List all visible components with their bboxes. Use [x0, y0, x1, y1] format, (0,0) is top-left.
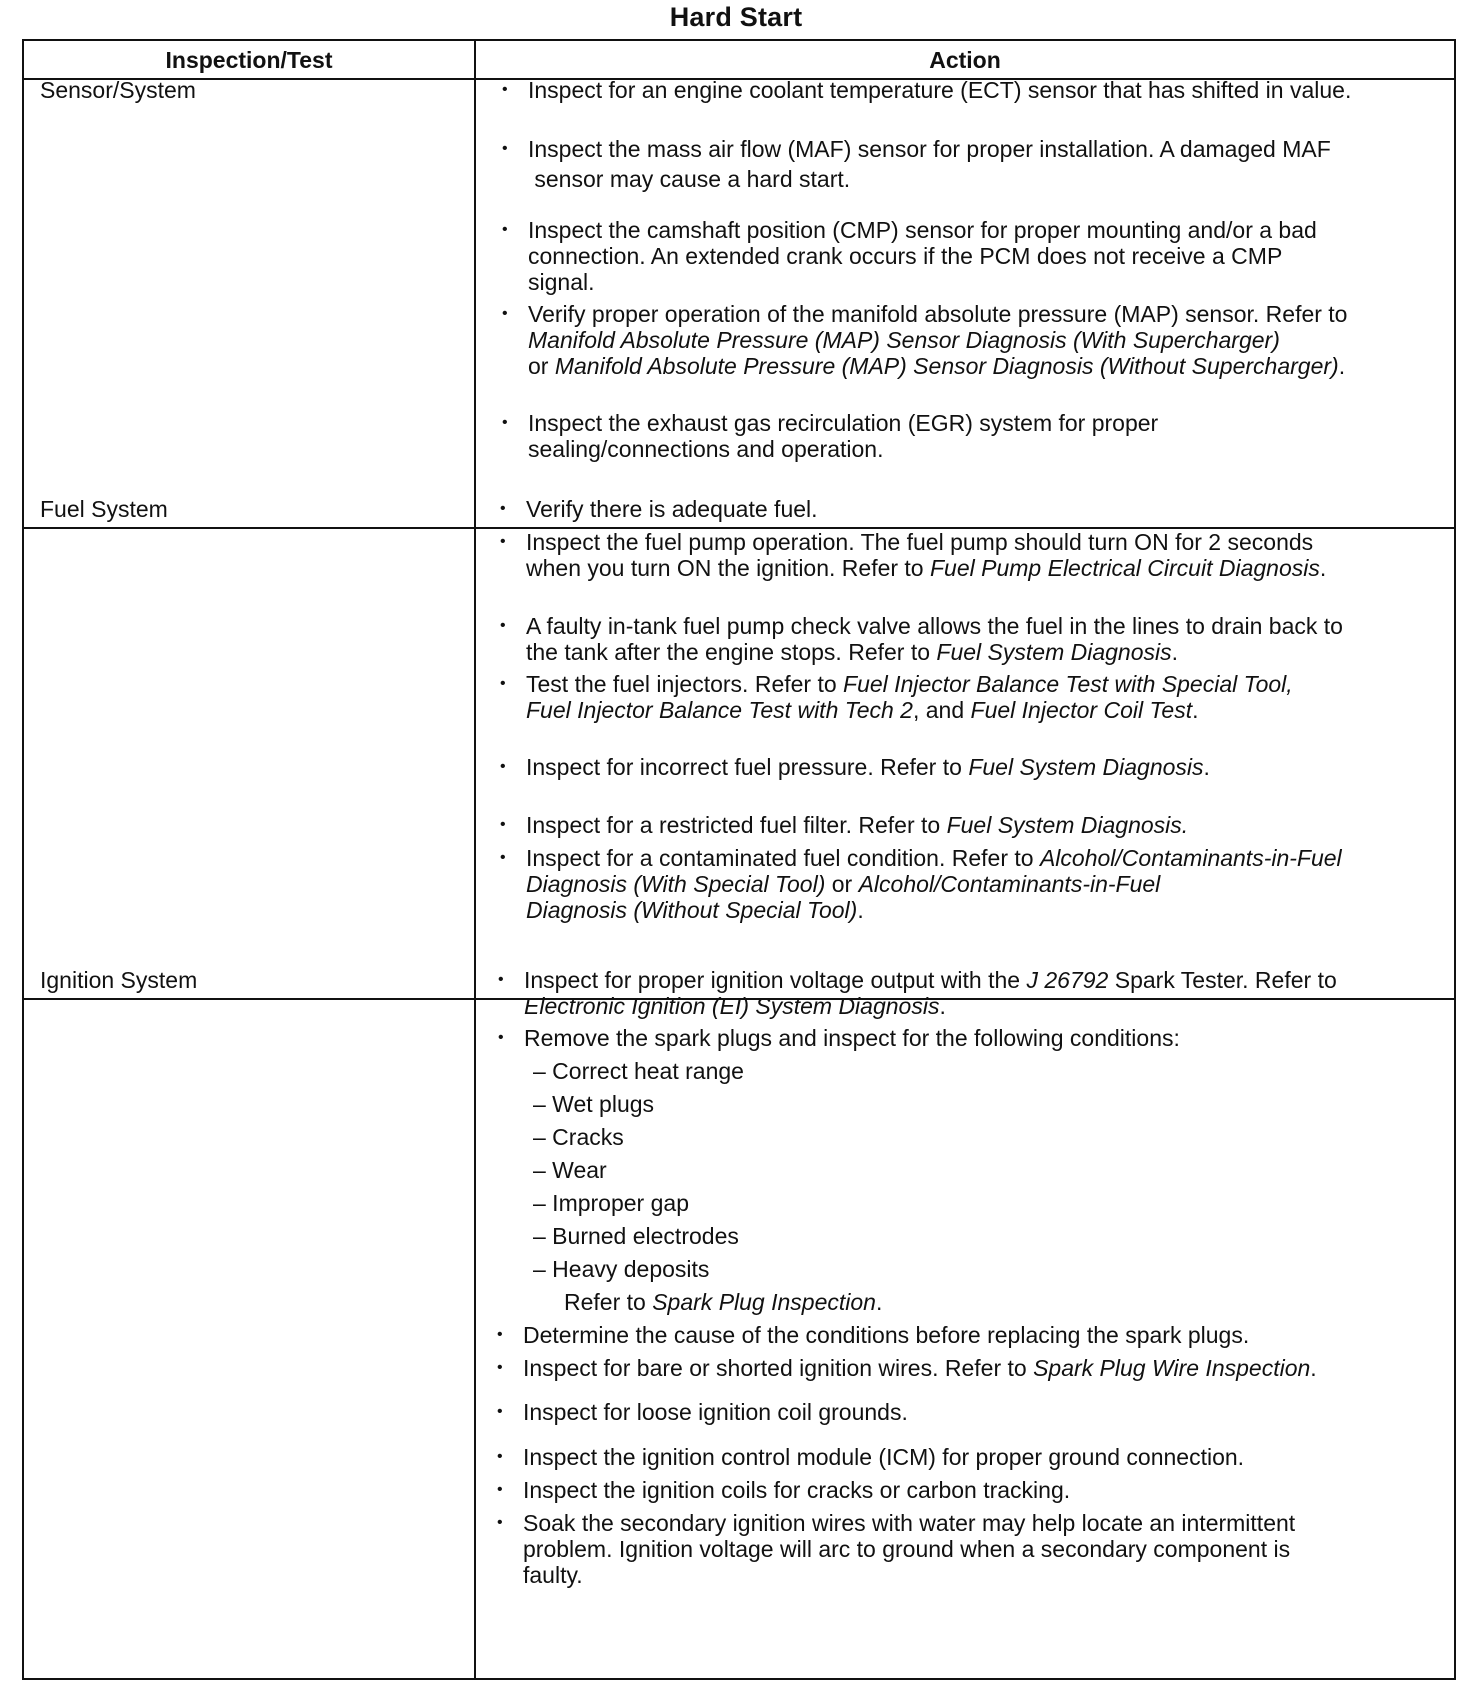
sub-item: – Wear — [533, 1157, 607, 1183]
category-fuel-system: Fuel System — [40, 496, 168, 522]
sub-item: – Burned electrodes — [533, 1223, 739, 1249]
list-item: • Verify there is adequate fuel. — [500, 496, 818, 522]
reference-link[interactable]: Alcohol/Contaminants-in-Fuel — [858, 871, 1161, 897]
tool-reference: J 26792 — [1026, 967, 1109, 993]
bullet-icon: • — [498, 1029, 504, 1046]
reference-link[interactable]: Fuel System Diagnosis — [968, 754, 1204, 780]
category-sensor-system: Sensor/System — [40, 77, 196, 103]
bullet-icon: • — [502, 414, 508, 431]
column-divider — [474, 41, 476, 1678]
sub-item: – Correct heat range — [533, 1058, 744, 1084]
bullet-icon: • — [498, 971, 504, 988]
reference-link[interactable]: Fuel Injector Coil Test — [970, 697, 1193, 723]
list-item: • Inspect for loose ignition coil grounds. — [497, 1399, 908, 1425]
sub-item: – Improper gap — [533, 1190, 689, 1216]
reference-link[interactable]: Fuel Injector Balance Test with Special Tool, — [843, 671, 1293, 697]
reference-link[interactable]: Manifold Absolute Pressure (MAP) Sensor Diagnosis (Without Supercharger) — [554, 353, 1339, 379]
reference-link[interactable]: Diagnosis (With Special Tool) — [526, 871, 826, 897]
bullet-icon: • — [497, 1448, 503, 1465]
bullet-icon: • — [500, 617, 506, 634]
reference-link[interactable]: Spark Plug Wire Inspection — [1033, 1355, 1311, 1381]
reference-link[interactable]: Manifold Absolute Pressure (MAP) Sensor Diagnosis (With Supercharger) — [528, 327, 1280, 353]
bullet-icon: • — [497, 1359, 503, 1376]
sub-item: – Heavy deposits — [533, 1256, 710, 1282]
list-item: • Verify proper operation of the manifold absolute pressure (MAP) sensor. Refer to Manifold Absolute Pressure (MAP) Sensor Diagnosis (With Supercharger) or Manifold Absolute Pressure (MAP) Sensor Diagnosis (Without Supercharger). — [502, 301, 1348, 379]
ignition-system-actions — [497, 41, 1446, 1678]
list-item: • Inspect for a restricted fuel filter. Refer to Fuel System Diagnosis. — [500, 812, 1189, 838]
bullet-icon: • — [502, 81, 508, 98]
list-item: • Determine the cause of the conditions before replacing the spark plugs. — [497, 1322, 1250, 1348]
reference-link[interactable]: Fuel Injector Balance Test with Tech 2 — [526, 697, 913, 723]
reference-link[interactable]: Electronic Ignition (EI) System Diagnosis — [524, 993, 940, 1019]
list-item: • Inspect the ignition coils for cracks or carbon tracking. — [497, 1477, 1071, 1503]
list-item: • Inspect for proper ignition voltage output with the J 26792 Spark Tester. Refer to Electronic Ignition (EI) System Diagnosis. — [498, 967, 1337, 1019]
list-item: • Inspect for incorrect fuel pressure. Refer to Fuel System Diagnosis. — [500, 754, 1210, 780]
bullet-icon: • — [500, 500, 506, 517]
column-header-inspection: Inspection/Test — [165, 46, 333, 73]
reference-link[interactable]: Spark Plug Inspection — [652, 1289, 876, 1315]
list-item: • Inspect the ignition control module (ICM) for proper ground connection. — [497, 1444, 1245, 1470]
bullet-icon: • — [497, 1481, 503, 1498]
list-item: • Test the fuel injectors. Refer to Fuel Injector Balance Test with Special Tool, Fuel Injector Balance Test with Tech 2, and Fuel Injector Coil Test. — [500, 671, 1293, 723]
bullet-icon: • — [500, 816, 506, 833]
list-item: • Inspect for bare or shorted ignition wires. Refer to Spark Plug Wire Inspection. — [497, 1355, 1317, 1381]
bullet-icon: • — [500, 849, 506, 866]
column-header-action: Action — [929, 46, 1001, 73]
list-item: • Inspect the mass air flow (MAF) sensor for proper installation. A damaged MAF sensor may cause a hard start. — [502, 136, 1331, 196]
list-item: • Inspect the fuel pump operation. The fuel pump should turn ON for 2 seconds when you turn ON the ignition. Refer to Fuel Pump Electrical Circuit Diagnosis. — [500, 529, 1327, 581]
bullet-icon: • — [497, 1326, 503, 1343]
sub-item-reference: Refer to Spark Plug Inspection. — [564, 1289, 883, 1315]
list-item: • Inspect for a contaminated fuel condition. Refer to Alcohol/Contaminants-in-Fuel Diagnosis (With Special Tool) or Alcohol/Contaminants-in-Fuel Diagnosis (Without Special Tool). — [500, 845, 1342, 923]
page-title: Hard Start — [669, 2, 803, 32]
bullet-icon: • — [500, 533, 506, 550]
list-item: • Inspect the exhaust gas recirculation (EGR) system for proper sealing/connections and operation. — [502, 410, 1159, 462]
list-item: • Remove the spark plugs and inspect for the following conditions: — [498, 1025, 1180, 1051]
bullet-icon: • — [497, 1514, 503, 1531]
hard-start-table — [22, 39, 1456, 1680]
reference-link[interactable]: Fuel Pump Electrical Circuit Diagnosis — [930, 555, 1320, 581]
reference-link[interactable]: Diagnosis (Without Special Tool) — [526, 897, 858, 923]
bullet-icon: • — [502, 305, 508, 322]
list-item: • Inspect the camshaft position (CMP) sensor for proper mounting and/or a bad connection. An extended crank occurs if the PCM does not receive a CMP signal. — [502, 217, 1317, 295]
sub-item: – Wet plugs — [533, 1091, 655, 1117]
bullet-icon: • — [502, 140, 508, 157]
bullet-icon: • — [500, 758, 506, 775]
list-item: • Inspect for an engine coolant temperature (ECT) sensor that has shifted in value. — [502, 77, 1352, 103]
reference-link[interactable]: Fuel System Diagnosis — [936, 639, 1172, 665]
reference-link[interactable]: Fuel System Diagnosis. — [946, 812, 1189, 838]
sub-item: – Cracks — [533, 1124, 624, 1150]
bullet-icon: • — [502, 221, 508, 238]
category-ignition-system: Ignition System — [40, 967, 198, 993]
bullet-icon: • — [500, 675, 506, 692]
list-item: • A faulty in-tank fuel pump check valve allows the fuel in the lines to drain back to the tank after the engine stops. Refer to Fuel System Diagnosis. — [500, 613, 1343, 665]
list-item: • Soak the secondary ignition wires with water may help locate an intermittent problem. Ignition voltage will arc to ground when a secondary component is faulty. — [497, 1510, 1296, 1588]
reference-link[interactable]: Alcohol/Contaminants-in-Fuel — [1039, 845, 1342, 871]
bullet-icon: • — [497, 1403, 503, 1420]
